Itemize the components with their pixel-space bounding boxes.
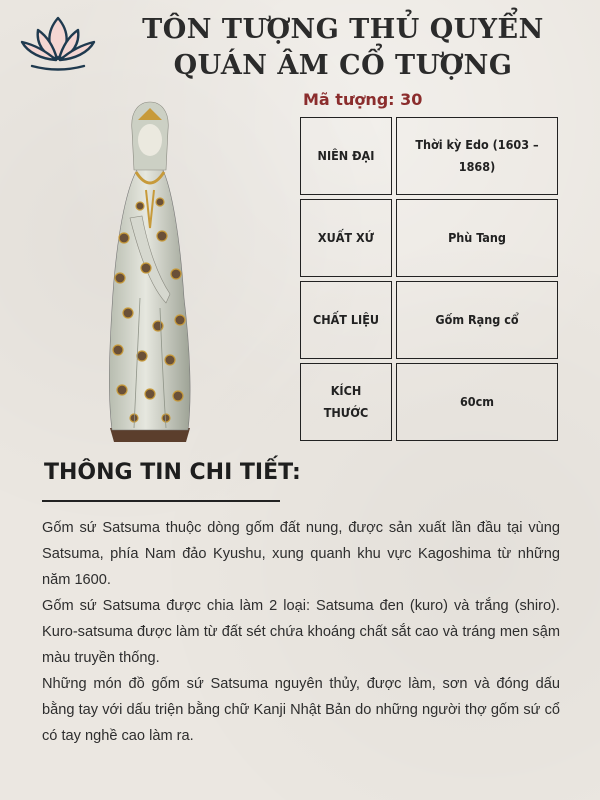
spec-value-material: Gốm Rạng cổ <box>396 281 558 359</box>
spec-table <box>300 117 558 441</box>
statue-code: Mã tượng: 30 <box>303 90 423 109</box>
details-paragraph: Những món đồ gốm sứ Satsuma nguyên thủy, được làm, sơn và đóng dấu bằng tay với dấu triện bằng chữ Kanji Nhật Bản do những người thợ gốm sứ cổ có tay nghề cao làm ra. <box>42 676 560 744</box>
spec-label-era: NIÊN ĐẠI <box>300 117 392 195</box>
lotus-icon <box>16 12 100 72</box>
spec-value-size: 60cm <box>396 363 558 441</box>
spec-label-size: KÍCH THƯỚC <box>300 363 392 441</box>
details-paragraph: Gốm sứ Satsuma được chia làm 2 loại: Satsuma đen (kuro) và trắng (shiro). Kuro-satsuma được làm từ đất sét chứa khoáng chất sắt cao và tráng men sậm màu truyền thống. <box>42 598 560 666</box>
details-paragraph: Gốm sứ Satsuma thuộc dòng gốm đất nung, được sản xuất lần đầu tại vùng Satsuma, phía Nam đảo Kyushu, xung quanh khu vực Kagoshima từ những năm 1600. <box>42 520 560 588</box>
statue-image <box>100 98 200 443</box>
page-title: TÔN TƯỢNG THỦ QUYỂN QUÁN ÂM CỔ TƯỢNG <box>142 14 544 81</box>
spec-label-origin: XUẤT XỨ <box>300 199 392 277</box>
spec-label-material: CHẤT LIỆU <box>300 281 392 359</box>
details-heading: THÔNG TIN CHI TIẾT: <box>44 460 301 485</box>
spec-value-era: Thời kỳ Edo (1603 – 1868) <box>396 117 558 195</box>
spec-value-origin: Phù Tang <box>396 199 558 277</box>
details-body <box>42 515 560 749</box>
heading-divider <box>42 500 280 502</box>
